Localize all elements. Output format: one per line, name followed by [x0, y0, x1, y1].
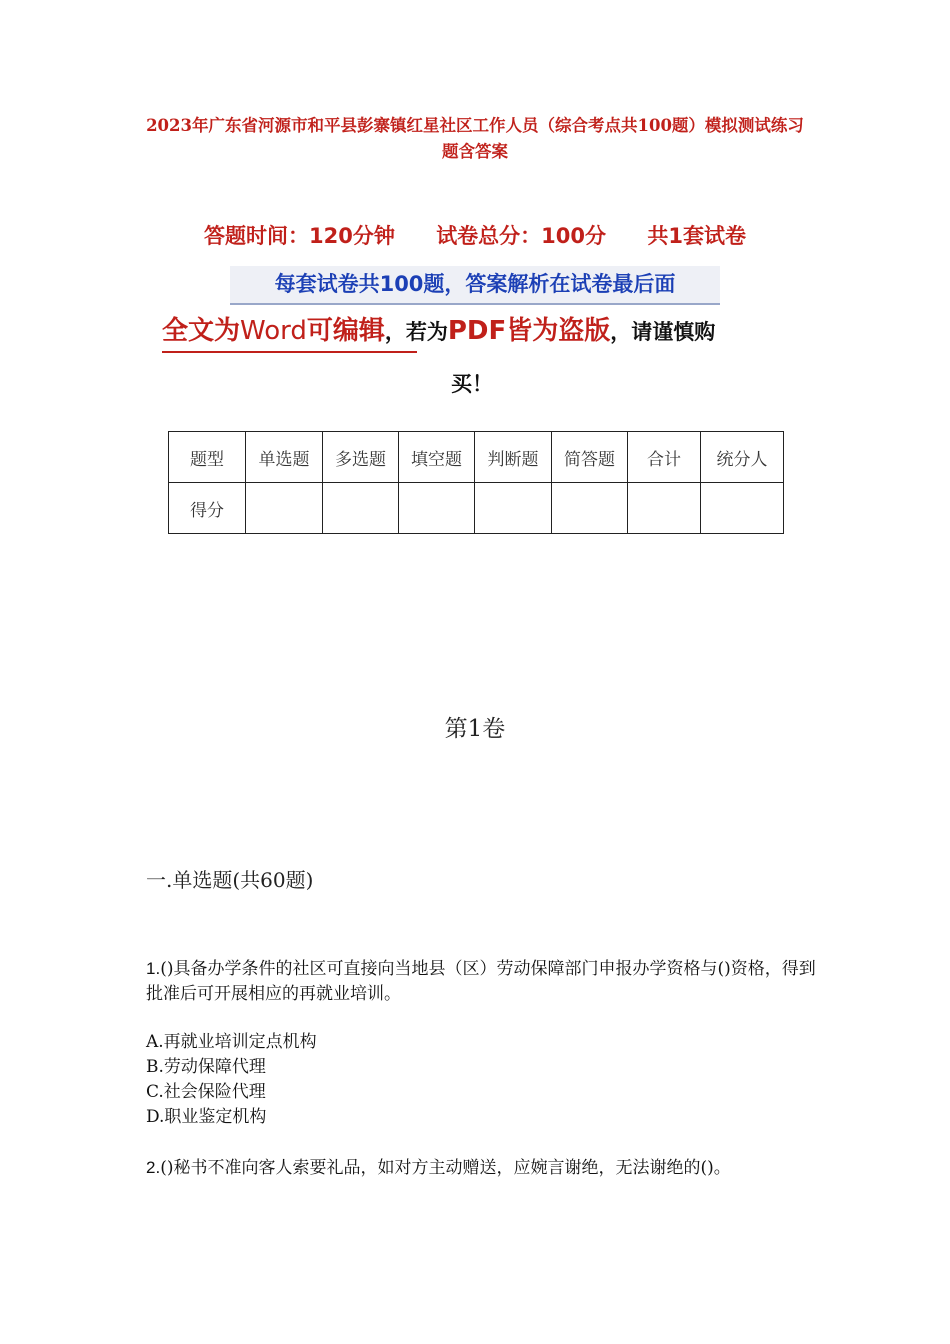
score-table-header-row [169, 432, 784, 483]
question-text: ()具备办学条件的社区可直接向当地县（区）劳动保障部门申报办学资格与()资格，得到批准后可开展相应的再就业培训。 [146, 959, 816, 1004]
header-scorer: 统分人 [701, 432, 784, 483]
warning-part-3: 若为 [405, 320, 448, 344]
warning-part-1: 全文为 [162, 316, 241, 346]
header-short-answer: 简答题 [552, 432, 628, 483]
warning-underline [162, 351, 417, 353]
warning-part-5: 请谨慎购 [631, 320, 716, 344]
answer-notice: 每套试卷共100题，答案解析在试卷最后面 [230, 266, 720, 305]
score-cell [552, 483, 628, 534]
warning-part-2: 可编辑 [306, 316, 385, 346]
exam-total-score: 试卷总分：100分 [436, 224, 607, 248]
exam-time: 答题时间：120分钟 [204, 224, 395, 248]
header-total: 合计 [628, 432, 701, 483]
option-c: C.社会保险代理 [146, 1082, 266, 1102]
header-fill-blank: 填空题 [399, 432, 475, 483]
warning-part-6: 买！ [451, 372, 493, 396]
warning-comma-2: ， [610, 320, 632, 344]
header-type: 题型 [169, 432, 246, 483]
row-label-score: 得分 [169, 483, 246, 534]
exam-meta [0, 220, 950, 250]
page-title: 2023年广东省河源市和平县彭寨镇红星社区工作人员（综合考点共100题）模拟测试练习题含答案 [146, 116, 804, 161]
question-number: 2. [146, 1158, 161, 1177]
score-table-score-row [169, 483, 784, 534]
exam-set-count: 共1套试卷 [647, 224, 746, 248]
warning-word: Word [240, 316, 307, 346]
warning-part-4: PDF皆为盗版 [447, 316, 611, 346]
score-cell [399, 483, 475, 534]
score-cell [323, 483, 399, 534]
header-multiple-choice: 多选题 [323, 432, 399, 483]
score-cell [701, 483, 784, 534]
question-2 [146, 1155, 826, 1181]
volume-heading: 第1卷 [444, 716, 506, 742]
section-heading: 一.单选题(共60题) [146, 868, 314, 892]
piracy-warning [162, 310, 802, 398]
score-cell [246, 483, 323, 534]
question-1 [146, 956, 826, 1007]
option-b: B.劳动保障代理 [146, 1057, 266, 1077]
score-cell [628, 483, 701, 534]
question-text: ()秘书不准向客人索要礼品，如对方主动赠送，应婉言谢绝，无法谢绝的()。 [160, 1158, 731, 1178]
score-cell [475, 483, 552, 534]
header-true-false: 判断题 [475, 432, 552, 483]
option-a: A.再就业培训定点机构 [146, 1032, 317, 1052]
question-number: 1. [146, 959, 161, 978]
score-table [168, 431, 784, 534]
warning-comma-1: ， [384, 320, 406, 344]
option-d: D.职业鉴定机构 [146, 1107, 267, 1127]
header-single-choice: 单选题 [246, 432, 323, 483]
